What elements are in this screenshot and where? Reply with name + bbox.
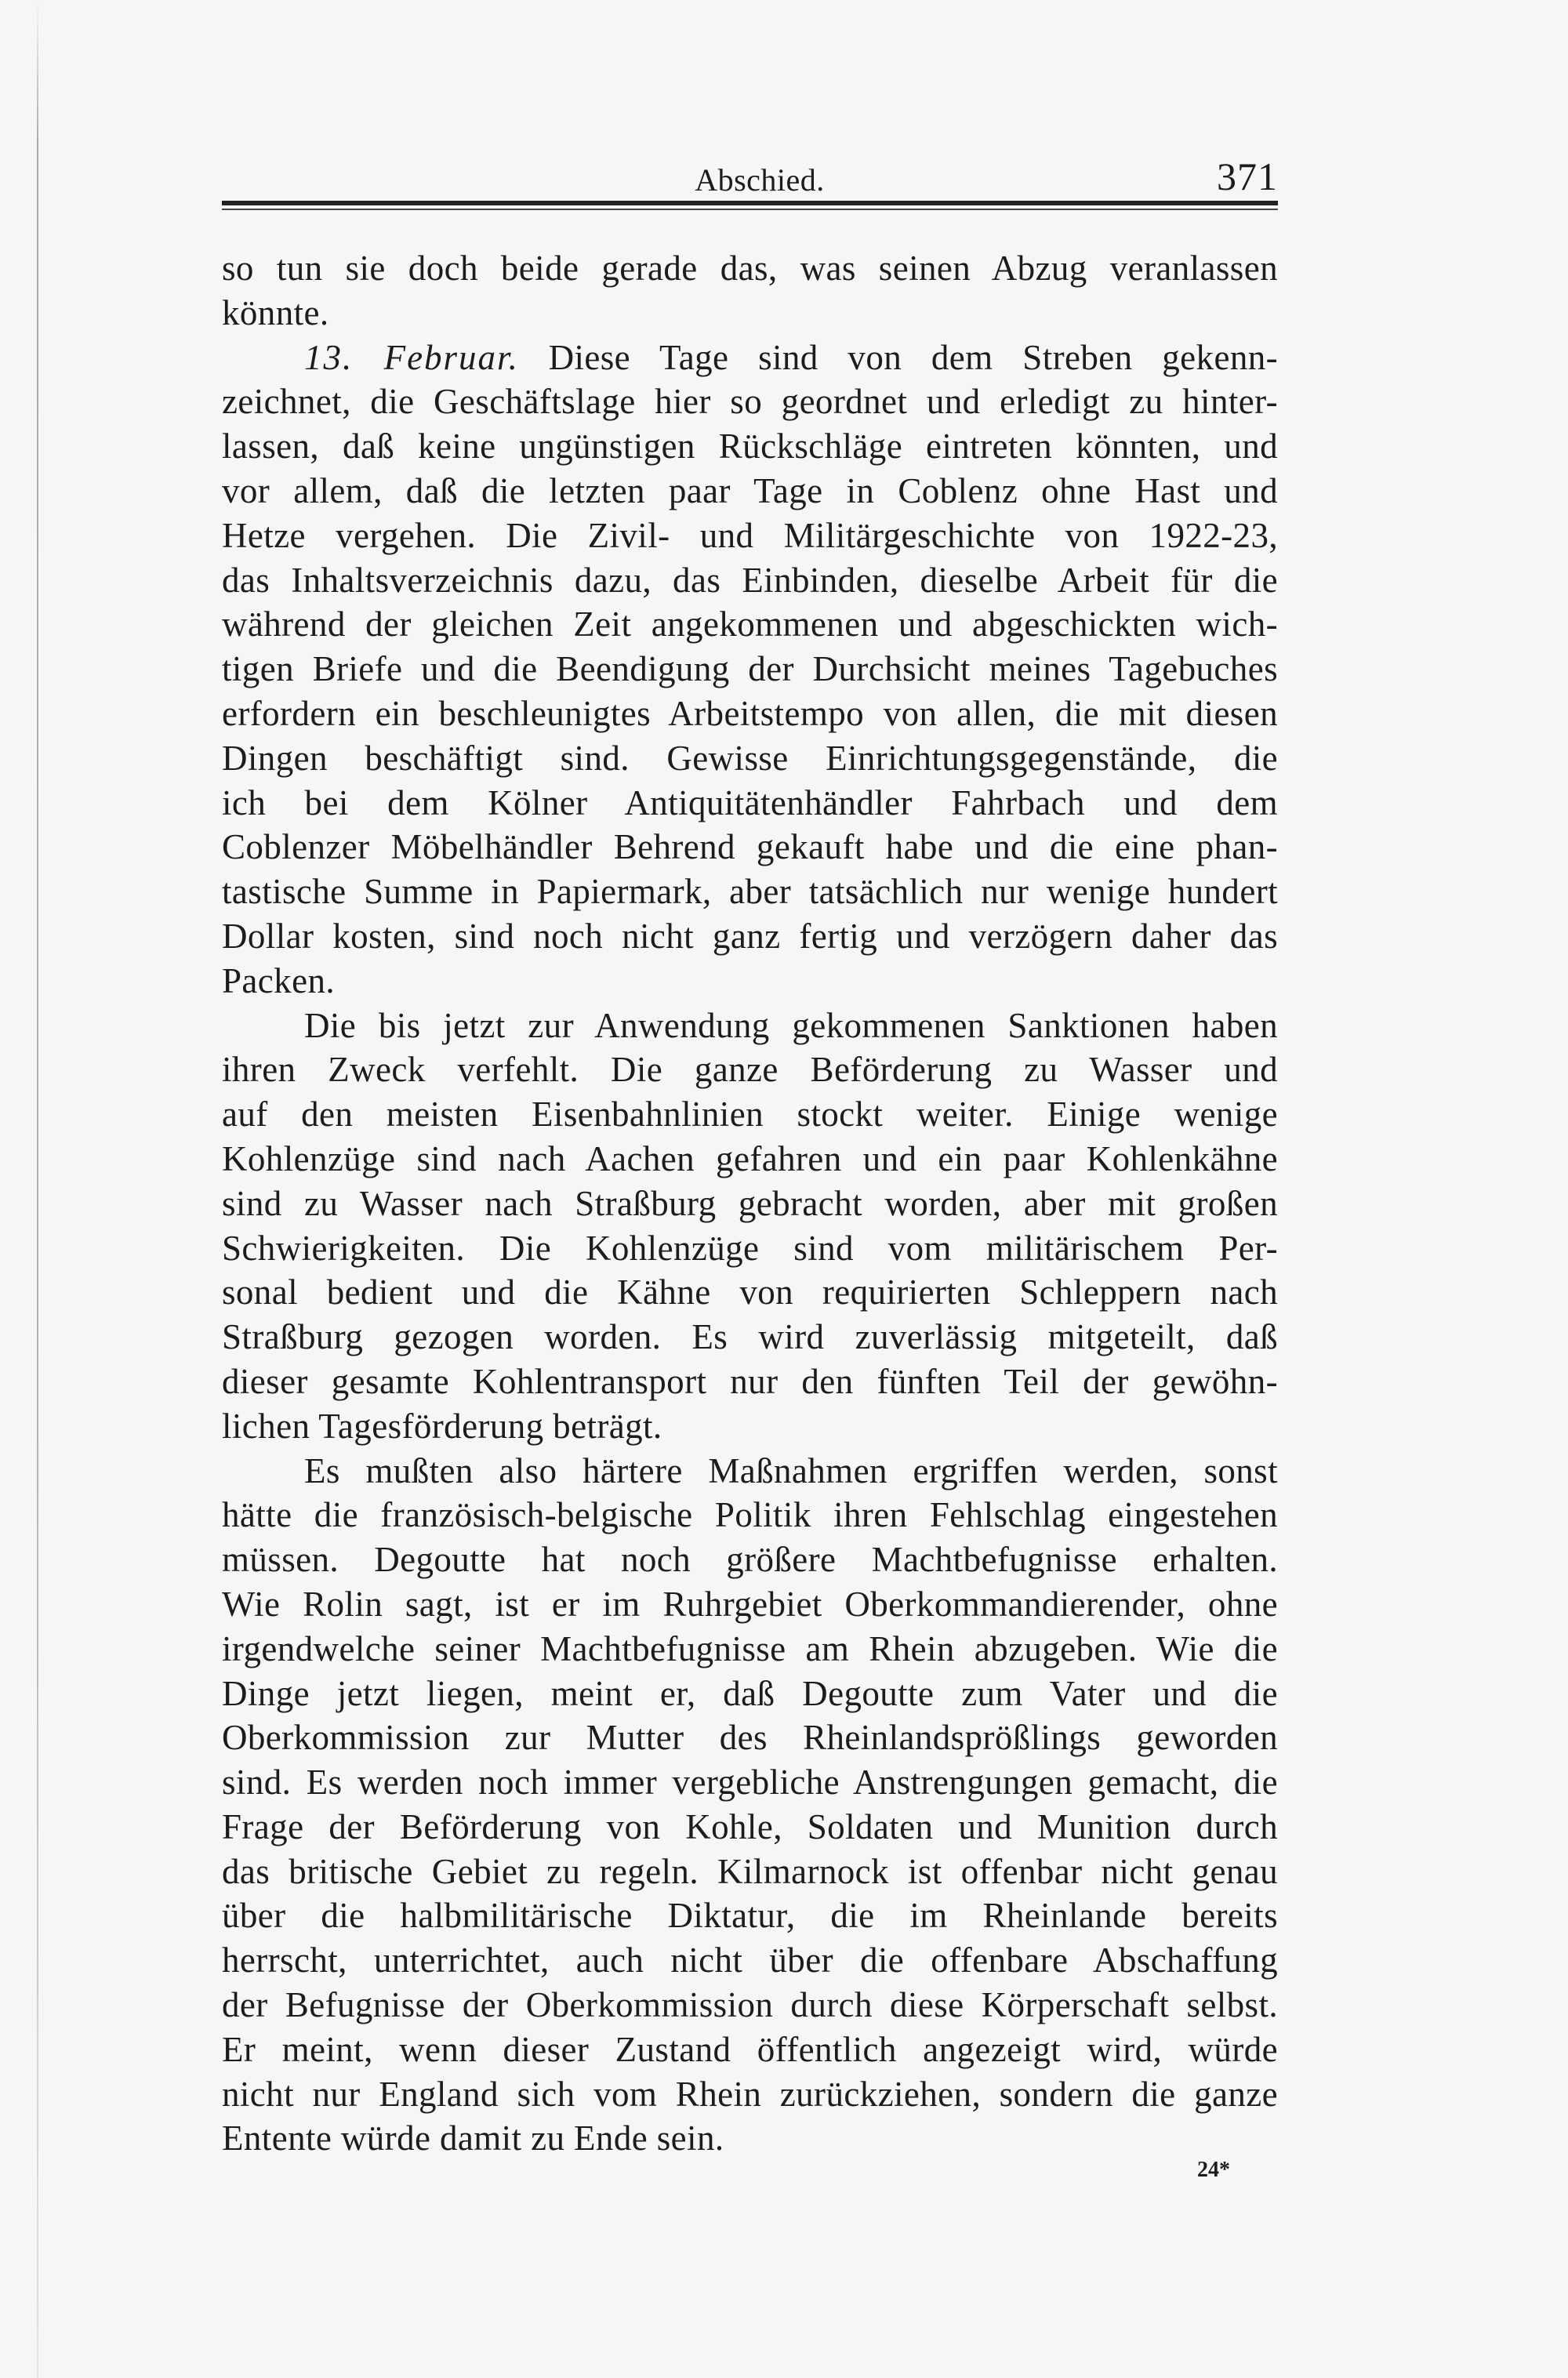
text-line-content: Die bis jetzt zur Anwendung gekommenen Sanktionen haben: [304, 1005, 1278, 1045]
text-line: [222, 1182, 1278, 1226]
text-line-content: Dingen beschäftigt sind. Gewisse Einrichtungsgegenstände, die: [222, 738, 1278, 778]
text-line-content: während der gleichen Zeit angekommenen und abgeschickten wich-: [222, 604, 1278, 644]
text-line: [222, 514, 1278, 558]
text-line-content: auf den meisten Eisenbahnlinien stockt weiter. Einige wenige: [222, 1095, 1278, 1135]
text-line-content: Frage der Beförderung von Kohle, Soldaten und Munition durch: [222, 1806, 1278, 1846]
text-line: [222, 2072, 1278, 2117]
text-line: [222, 1137, 1278, 1182]
text-line: [222, 2028, 1278, 2072]
text-line: [222, 424, 1278, 469]
body-text: [222, 246, 1278, 2161]
text-line: [222, 469, 1278, 514]
text-line: [222, 1893, 1278, 1938]
text-line-content: Coblenzer Möbelhändler Behrend gekauft habe und die eine phan-: [222, 827, 1278, 867]
text-line: [222, 959, 1278, 1004]
text-line-content: herrscht, unterrichtet, auch nicht über die offenbare Abschaffung: [222, 1941, 1278, 1980]
text-line-content: müssen. Degoutte hat noch größere Machtbefugnisse erhalten.: [222, 1540, 1278, 1580]
text-line: [222, 1627, 1278, 1672]
text-line-content: über die halbmilitärische Diktatur, die im Rheinlande bereits: [222, 1896, 1278, 1936]
text-line-content: Diese Tage sind von dem Streben gekenn-: [518, 337, 1279, 377]
text-line: [222, 1004, 1278, 1048]
text-line-content: Packen.: [222, 960, 335, 1000]
text-line-content: Kohlenzüge sind nach Aachen gefahren und ein paar Kohlenkähne: [222, 1138, 1278, 1178]
text-line: [222, 1805, 1278, 1850]
text-line-content: nicht nur England sich vom Rhein zurückziehen, sondern die ganze: [222, 2074, 1278, 2114]
text-line: [222, 692, 1278, 736]
text-line-content: ihren Zweck verfehlt. Die ganze Beförderung zu Wasser und: [222, 1050, 1278, 1090]
text-line: [222, 291, 1278, 336]
page-number: 371: [1217, 154, 1278, 198]
text-line: [222, 1404, 1278, 1449]
text-line-content: sonal bedient und die Kähne von requirierten Schleppern nach: [222, 1273, 1278, 1312]
text-line: [222, 1226, 1278, 1271]
text-line: [222, 1850, 1278, 1894]
text-line-content: sind zu Wasser nach Straßburg gebracht worden, aber mit großen: [222, 1183, 1278, 1223]
text-line: [222, 825, 1278, 870]
text-line: [222, 1449, 1278, 1494]
text-line: [222, 647, 1278, 692]
text-line: [222, 1672, 1278, 1716]
text-line-content: erfordern ein beschleunigtes Arbeitstempo von allen, die mit diesen: [222, 693, 1278, 733]
text-line-content: lichen Tagesförderung beträgt.: [222, 1406, 662, 1446]
text-line: [222, 558, 1278, 603]
text-line-content: zeichnet, die Geschäftslage hier so geordnet und erledigt zu hinter-: [222, 382, 1278, 422]
page-edge-line: [37, 0, 38, 2378]
text-line: [222, 1538, 1278, 1582]
text-line: [222, 870, 1278, 914]
text-line: [222, 1938, 1278, 1983]
text-line-content: vor allem, daß die letzten paar Tage in Coblenz ohne Hast und: [222, 470, 1278, 510]
text-line-content: ich bei dem Kölner Antiquitätenhändler Fahrbach und dem: [222, 782, 1278, 822]
text-line-content: das Inhaltsverzeichnis dazu, das Einbinden, dieselbe Arbeit für die: [222, 560, 1278, 600]
page-header: [222, 154, 1278, 216]
text-line: [222, 1493, 1278, 1538]
text-line: [222, 336, 1278, 380]
text-line: [222, 781, 1278, 826]
header-rule-thick: [222, 201, 1278, 205]
text-line-content: lassen, daß keine ungünstigen Rückschläge eintreten könnten, und: [222, 427, 1278, 467]
text-line-content: Straßburg gezogen worden. Es wird zuverlässig mitgeteilt, daß: [222, 1317, 1278, 1357]
text-line: [222, 1315, 1278, 1360]
text-line-content: Oberkommission zur Mutter des Rheinlandsprößlings geworden: [222, 1718, 1278, 1758]
text-line-content: Dinge jetzt liegen, meint er, daß Degoutte zum Vater und die: [222, 1673, 1278, 1713]
text-line: [222, 914, 1278, 959]
text-line-content: Wie Rolin sagt, ist er im Ruhrgebiet Oberkommandierender, ohne: [222, 1584, 1278, 1624]
text-line: [222, 1715, 1278, 1760]
text-line: [222, 2116, 1278, 2161]
text-line: [222, 246, 1278, 291]
text-line-content: tastische Summe in Papiermark, aber tatsächlich nur wenige hundert: [222, 872, 1278, 912]
text-line-content: Entente würde damit zu Ende sein.: [222, 2118, 724, 2158]
text-line: [222, 1760, 1278, 1805]
text-line-content: Er meint, wenn dieser Zustand öffentlich angezeigt wird, würde: [222, 2029, 1278, 2069]
text-line-content: das britische Gebiet zu regeln. Kilmarnock ist offenbar nicht genau: [222, 1851, 1278, 1891]
text-line-content: irgendwelche seiner Machtbefugnisse am Rhein abzugeben. Wie die: [222, 1628, 1278, 1668]
text-line-content: hätte die französisch-belgische Politik ihren Fehlschlag eingestehen: [222, 1495, 1278, 1535]
text-line-content: sind. Es werden noch immer vergebliche Anstrengungen gemacht, die: [222, 1763, 1278, 1803]
running-title: Abschied.: [695, 162, 825, 198]
text-line-content: der Befugnisse der Oberkommission durch diese Körperschaft selbst.: [222, 1985, 1278, 2025]
text-line-content: könnte.: [222, 292, 329, 332]
signature-mark: 24*: [1197, 2158, 1230, 2182]
text-line-content: Es mußten also härtere Maßnahmen ergriffen werden, sonst: [304, 1450, 1278, 1490]
text-line: [222, 379, 1278, 424]
text-line: [222, 1582, 1278, 1627]
text-line: [222, 1983, 1278, 2028]
text-line-content: so tun sie doch beide gerade das, was seinen Abzug veranlassen: [222, 249, 1278, 288]
text-line-content: Dollar kosten, sind noch nicht ganz fertig und verzögern daher das: [222, 916, 1278, 956]
header-rule-thin: [222, 209, 1278, 210]
text-line: [222, 1360, 1278, 1404]
entry-date: 13. Februar.: [304, 337, 519, 377]
text-line: [222, 1270, 1278, 1315]
text-line: [222, 736, 1278, 781]
text-line-content: dieser gesamte Kohlentransport nur den fünften Teil der gewöhn-: [222, 1361, 1278, 1401]
text-line-content: tigen Briefe und die Beendigung der Durchsicht meines Tagebuches: [222, 649, 1278, 689]
text-line: [222, 1047, 1278, 1092]
text-line-content: Schwierigkeiten. Die Kohlenzüge sind vom militärischem Per-: [222, 1228, 1278, 1268]
text-line-content: Hetze vergehen. Die Zivil- und Militärgeschichte von 1922-23,: [222, 515, 1278, 555]
text-line: [222, 1092, 1278, 1137]
text-line: [222, 602, 1278, 647]
